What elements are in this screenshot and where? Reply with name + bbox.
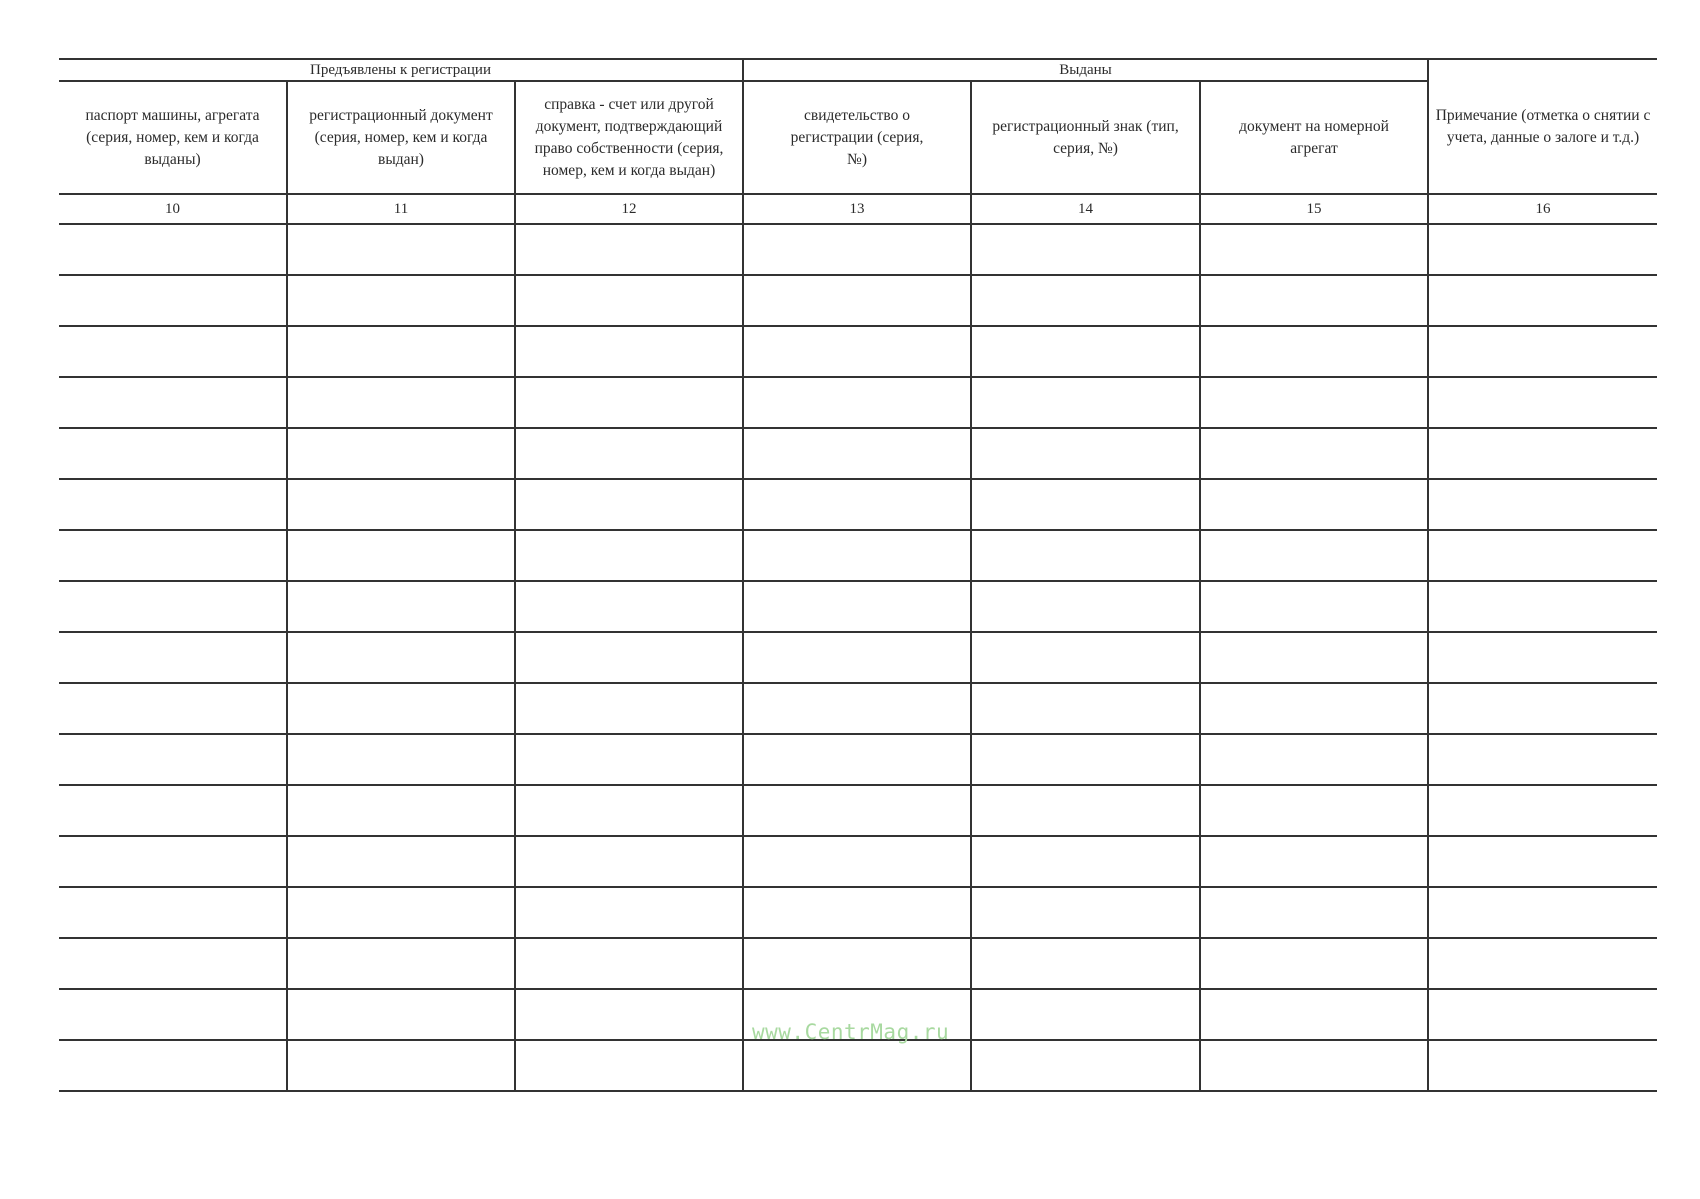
entry-cell-15[interactable] <box>1200 632 1428 683</box>
entry-cell-12[interactable] <box>515 734 743 785</box>
entry-cell-13[interactable] <box>743 530 971 581</box>
entry-cell-11[interactable] <box>287 581 515 632</box>
entry-cell-10[interactable] <box>59 479 287 530</box>
column-header-16: Примечание (отметка о снятии с учета, данные о залоге и т.д.) <box>1428 59 1657 194</box>
table-row <box>59 632 1657 683</box>
entry-cell-14[interactable] <box>971 938 1200 989</box>
entry-cell-14[interactable] <box>971 224 1200 275</box>
table-row <box>59 377 1657 428</box>
table-row <box>59 734 1657 785</box>
entry-cell-10[interactable] <box>59 275 287 326</box>
entry-cell-15[interactable] <box>1200 785 1428 836</box>
entry-cell-12[interactable] <box>515 224 743 275</box>
column-header-10: паспорт машины, агрегата (серия, номер, кем и когда выданы) <box>59 81 287 194</box>
table-row <box>59 1040 1657 1091</box>
column-number-11: 11 <box>287 194 515 224</box>
entry-cell-12[interactable] <box>515 377 743 428</box>
entry-cell-15[interactable] <box>1200 530 1428 581</box>
entry-cell-12[interactable] <box>515 836 743 887</box>
entry-cell-16[interactable] <box>1428 428 1657 479</box>
entry-cell-14[interactable] <box>971 377 1200 428</box>
entry-cell-13[interactable] <box>743 224 971 275</box>
entry-cell-15[interactable] <box>1200 326 1428 377</box>
column-number-12: 12 <box>515 194 743 224</box>
column-number-16: 16 <box>1428 194 1657 224</box>
table-row <box>59 275 1657 326</box>
entry-cell-16[interactable] <box>1428 683 1657 734</box>
entry-cell-16[interactable] <box>1428 275 1657 326</box>
entry-cell-11[interactable] <box>287 836 515 887</box>
entry-cell-16[interactable] <box>1428 632 1657 683</box>
entry-cell-11[interactable] <box>287 683 515 734</box>
entry-cell-16[interactable] <box>1428 1040 1657 1091</box>
entry-cell-14[interactable] <box>971 683 1200 734</box>
column-number-15: 15 <box>1200 194 1428 224</box>
entry-cell-14[interactable] <box>971 326 1200 377</box>
table-row <box>59 224 1657 275</box>
group-header-issued: Выданы <box>743 59 1428 81</box>
entry-cell-16[interactable] <box>1428 479 1657 530</box>
entry-cell-14[interactable] <box>971 479 1200 530</box>
column-number-10: 10 <box>59 194 287 224</box>
entry-cell-15[interactable] <box>1200 479 1428 530</box>
entry-cell-12[interactable] <box>515 785 743 836</box>
column-number-row <box>59 194 1657 224</box>
column-header-15: документ на номерной агрегат <box>1200 81 1428 194</box>
entry-cell-11[interactable] <box>287 275 515 326</box>
entry-cell-13[interactable] <box>743 581 971 632</box>
entry-cell-14[interactable] <box>971 734 1200 785</box>
registration-ledger-table <box>59 58 1657 1092</box>
entry-cell-14[interactable] <box>971 989 1200 1040</box>
ledger-entries <box>59 224 1657 1091</box>
entry-cell-14[interactable] <box>971 632 1200 683</box>
entry-cell-13[interactable] <box>743 836 971 887</box>
entry-cell-16[interactable] <box>1428 224 1657 275</box>
group-header-row <box>59 59 1657 81</box>
entry-cell-14[interactable] <box>971 275 1200 326</box>
entry-cell-14[interactable] <box>971 887 1200 938</box>
entry-cell-15[interactable] <box>1200 734 1428 785</box>
entry-cell-10[interactable] <box>59 938 287 989</box>
entry-cell-10[interactable] <box>59 683 287 734</box>
entry-cell-15[interactable] <box>1200 887 1428 938</box>
entry-cell-15[interactable] <box>1200 224 1428 275</box>
entry-cell-13[interactable] <box>743 632 971 683</box>
entry-cell-12[interactable] <box>515 938 743 989</box>
entry-cell-14[interactable] <box>971 581 1200 632</box>
entry-cell-11[interactable] <box>287 632 515 683</box>
entry-cell-11[interactable] <box>287 428 515 479</box>
entry-cell-12[interactable] <box>515 581 743 632</box>
entry-cell-16[interactable] <box>1428 326 1657 377</box>
entry-cell-13[interactable] <box>743 326 971 377</box>
table-row <box>59 326 1657 377</box>
column-header-12: справка - счет или другой документ, подтверждающий право собственности (серия, номер, кем и когда выдан) <box>515 81 743 194</box>
entry-cell-13[interactable] <box>743 275 971 326</box>
entry-cell-13[interactable] <box>743 785 971 836</box>
column-number-14: 14 <box>971 194 1200 224</box>
entry-cell-11[interactable] <box>287 377 515 428</box>
column-header-14: регистрационный знак (тип, серия, №) <box>971 81 1200 194</box>
entry-cell-11[interactable] <box>287 734 515 785</box>
entry-cell-10[interactable] <box>59 887 287 938</box>
entry-cell-15[interactable] <box>1200 275 1428 326</box>
entry-cell-13[interactable] <box>743 734 971 785</box>
table-row <box>59 887 1657 938</box>
entry-cell-16[interactable] <box>1428 377 1657 428</box>
entry-cell-10[interactable] <box>59 377 287 428</box>
entry-cell-11[interactable] <box>287 530 515 581</box>
entry-cell-11[interactable] <box>287 989 515 1040</box>
entry-cell-12[interactable] <box>515 683 743 734</box>
table-row <box>59 530 1657 581</box>
entry-cell-16[interactable] <box>1428 785 1657 836</box>
entry-cell-11[interactable] <box>287 326 515 377</box>
entry-cell-14[interactable] <box>971 836 1200 887</box>
group-header-presented: Предъявлены к регистрации <box>59 59 743 81</box>
entry-cell-12[interactable] <box>515 1040 743 1091</box>
entry-cell-13[interactable] <box>743 428 971 479</box>
entry-cell-16[interactable] <box>1428 887 1657 938</box>
entry-cell-14[interactable] <box>971 1040 1200 1091</box>
entry-cell-12[interactable] <box>515 530 743 581</box>
entry-cell-11[interactable] <box>287 224 515 275</box>
column-header-11: регистрационный документ (серия, номер, кем и когда выдан) <box>287 81 515 194</box>
entry-cell-10[interactable] <box>59 785 287 836</box>
entry-cell-11[interactable] <box>287 887 515 938</box>
entry-cell-11[interactable] <box>287 938 515 989</box>
entry-cell-16[interactable] <box>1428 530 1657 581</box>
column-number-13: 13 <box>743 194 971 224</box>
entry-cell-16[interactable] <box>1428 989 1657 1040</box>
entry-cell-12[interactable] <box>515 326 743 377</box>
table-row <box>59 683 1657 734</box>
entry-cell-15[interactable] <box>1200 377 1428 428</box>
entry-cell-10[interactable] <box>59 530 287 581</box>
entry-cell-13[interactable] <box>743 938 971 989</box>
entry-cell-15[interactable] <box>1200 938 1428 989</box>
entry-cell-15[interactable] <box>1200 683 1428 734</box>
column-header-row <box>59 81 1657 194</box>
entry-cell-11[interactable] <box>287 1040 515 1091</box>
entry-cell-12[interactable] <box>515 989 743 1040</box>
table-row <box>59 581 1657 632</box>
entry-cell-12[interactable] <box>515 632 743 683</box>
entry-cell-12[interactable] <box>515 887 743 938</box>
entry-cell-11[interactable] <box>287 479 515 530</box>
entry-cell-12[interactable] <box>515 428 743 479</box>
entry-cell-13[interactable] <box>743 479 971 530</box>
entry-cell-10[interactable] <box>59 1040 287 1091</box>
entry-cell-15[interactable] <box>1200 581 1428 632</box>
entry-cell-15[interactable] <box>1200 428 1428 479</box>
entry-cell-10[interactable] <box>59 326 287 377</box>
entry-cell-13[interactable] <box>743 1040 971 1091</box>
entry-cell-16[interactable] <box>1428 581 1657 632</box>
entry-cell-12[interactable] <box>515 275 743 326</box>
table-row <box>59 836 1657 887</box>
entry-cell-14[interactable] <box>971 785 1200 836</box>
entry-cell-10[interactable] <box>59 581 287 632</box>
entry-cell-10[interactable] <box>59 632 287 683</box>
entry-cell-13[interactable] <box>743 377 971 428</box>
entry-cell-10[interactable] <box>59 224 287 275</box>
entry-cell-10[interactable] <box>59 428 287 479</box>
entry-cell-12[interactable] <box>515 479 743 530</box>
entry-cell-15[interactable] <box>1200 989 1428 1040</box>
entry-cell-15[interactable] <box>1200 836 1428 887</box>
entry-cell-13[interactable] <box>743 683 971 734</box>
watermark: www.CentrMag.ru <box>752 1020 950 1044</box>
entry-cell-10[interactable] <box>59 989 287 1040</box>
entry-cell-11[interactable] <box>287 785 515 836</box>
entry-cell-16[interactable] <box>1428 836 1657 887</box>
entry-cell-14[interactable] <box>971 428 1200 479</box>
table-row <box>59 785 1657 836</box>
entry-cell-13[interactable] <box>743 887 971 938</box>
entry-cell-10[interactable] <box>59 734 287 785</box>
entry-cell-15[interactable] <box>1200 1040 1428 1091</box>
table-row <box>59 428 1657 479</box>
entry-cell-16[interactable] <box>1428 734 1657 785</box>
entry-cell-14[interactable] <box>971 530 1200 581</box>
table-row <box>59 938 1657 989</box>
entry-cell-16[interactable] <box>1428 938 1657 989</box>
entry-cell-10[interactable] <box>59 836 287 887</box>
column-header-13: свидетельство о регистрации (серия, №) <box>743 81 971 194</box>
table-row <box>59 479 1657 530</box>
